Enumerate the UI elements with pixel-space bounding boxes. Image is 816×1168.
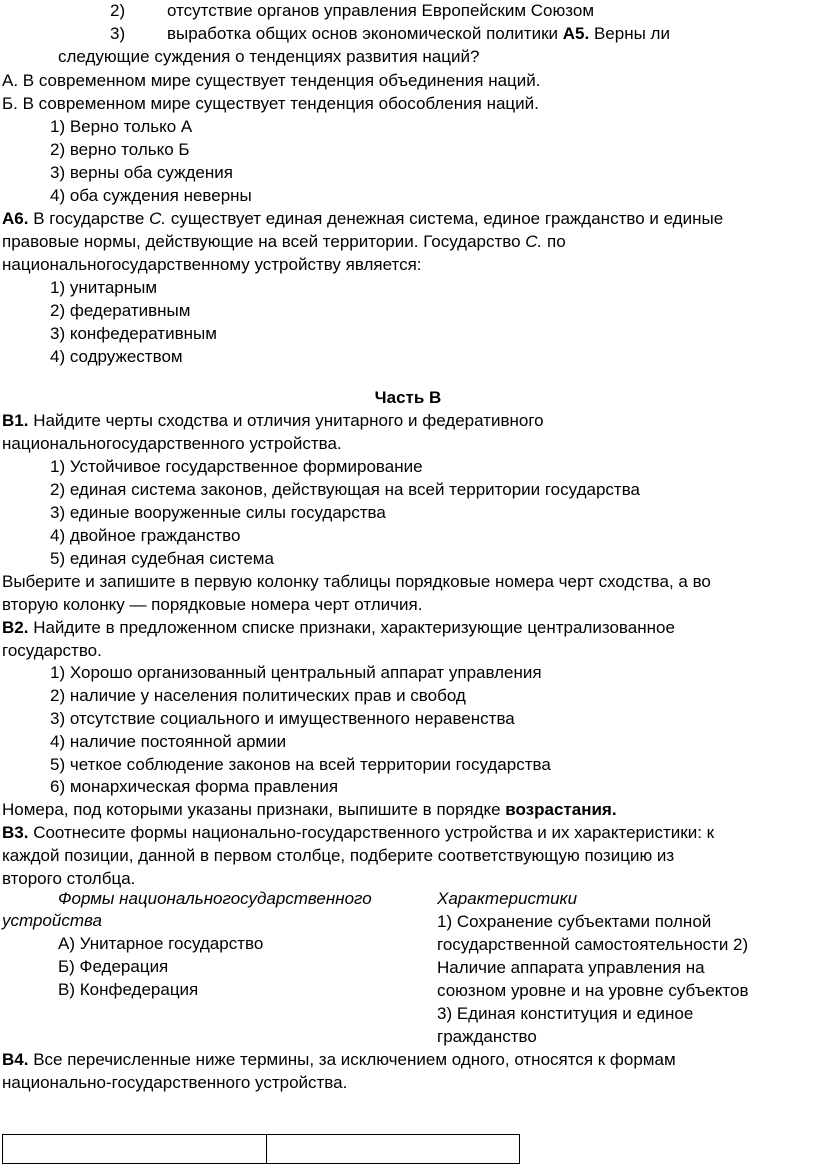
b3-left-header-line-1: Формы национальногосударственного [58, 889, 372, 908]
b2-instruction: Номера, под которыми указаны признаки, выпишите в порядке возрастания. [2, 800, 617, 819]
a5-option-4: 4) оба суждения неверны [50, 186, 252, 205]
b2-option-6: 6) монархическая форма правления [50, 777, 339, 796]
b2-option-5: 5) четкое соблюдение законов на всей территории государства [50, 755, 551, 774]
a5-statement-a: А. В современном мире существует тенденция объединения наций. [2, 71, 541, 90]
answer-table [2, 1134, 520, 1164]
a6-question-line-1: А6. В государстве С. существует единая денежная система, единое гражданство и единые [2, 209, 724, 228]
b1-question-line-2: национальногосударственного устройства. [2, 434, 342, 453]
a5-question: следующие суждения о тенденциях развития наций? [58, 47, 480, 66]
a6-option-4: 4) содружеством [50, 347, 183, 366]
part-b-heading: Часть В [374, 388, 442, 407]
b1-option-5: 5) единая судебная система [50, 549, 274, 568]
a6-question-line-3: национальногосударственному устройству является: [2, 255, 422, 274]
b2-option-1: 1) Хорошо организованный центральный аппарат управления [50, 663, 542, 682]
answer-cell-1[interactable] [3, 1135, 267, 1163]
b2-label: В2. [2, 618, 29, 637]
b3-right-header: Характеристики [437, 889, 578, 908]
b3-question-line-3: второго столбца. [2, 869, 136, 888]
b2-question-line-2: государство. [2, 641, 102, 660]
b2-option-2: 2) наличие у населения политических прав и свобод [50, 686, 466, 705]
b1-option-4: 4) двойное гражданство [50, 526, 241, 545]
b2-option-3: 3) отсутствие социального и имущественного неравенства [50, 709, 515, 728]
b2-option-4: 4) наличие постоянной армии [50, 732, 287, 751]
b3-label: В3. [2, 823, 29, 842]
b4-question-line-1: В4. Все перечисленные ниже термины, за исключением одного, относятся к формам [2, 1050, 676, 1069]
b4-label: В4. [2, 1050, 29, 1069]
b1-option-1: 1) Устойчивое государственное формирование [50, 457, 423, 476]
b3-left-item-c: В) Конфедерация [58, 980, 199, 999]
b3-right-line-1: 1) Сохранение субъектами полной [437, 912, 712, 931]
b3-right-line-4: союзном уровне и на уровне субъектов [437, 981, 749, 1000]
a5-label: А5. [562, 24, 590, 43]
a6-option-2: 2) федеративным [50, 301, 191, 320]
b1-question-line-1: В1. Найдите черты сходства и отличия унитарного и федеративного [2, 411, 544, 430]
b3-right-line-3: Наличие аппарата управления на [437, 958, 705, 977]
b3-question-line-1: В3. Соотнесите формы национально-государственного устройства и их характеристики: к [2, 823, 715, 842]
b1-instruction-line-2: вторую колонку — порядковые номера черт отличия. [2, 595, 423, 614]
a6-question-line-2: правовые нормы, действующие на всей территории. Государство С. по [2, 232, 566, 251]
a6-option-3: 3) конфедеративным [50, 324, 217, 343]
b3-left-header-line-2: устройства [2, 911, 102, 930]
b1-label: В1. [2, 411, 29, 430]
a5-option-2: 2) верно только Б [50, 140, 190, 159]
b1-option-2: 2) единая система законов, действующая на всей территории государства [50, 480, 640, 499]
b1-option-3: 3) единые вооруженные силы государства [50, 503, 386, 522]
answer-cell-2[interactable] [267, 1135, 519, 1163]
b3-left-item-a: А) Унитарное государство [58, 934, 264, 953]
a5-statement-b: Б. В современном мире существует тенденция обособления наций. [2, 94, 539, 113]
a5-option-3: 3) верны оба суждения [50, 163, 233, 182]
b3-question-line-2: каждой позиции, данной в первом столбце, подберите соответствующую позицию из [2, 846, 675, 865]
b3-left-item-b: Б) Федерация [58, 957, 169, 976]
b3-right-line-5: 3) Единая конституция и единое [437, 1004, 694, 1023]
a6-option-1: 1) унитарным [50, 278, 158, 297]
a4-option-3: 3) выработка общих основ экономической политики А5. Верны ли [110, 24, 670, 43]
b3-right-line-6: гражданство [437, 1027, 537, 1046]
b3-right-line-2: государственной самостоятельности 2) [437, 935, 749, 954]
a6-label: А6. [2, 209, 29, 228]
b2-question-line-1: В2. Найдите в предложенном списке признаки, характеризующие централизованное [2, 618, 675, 637]
b1-instruction-line-1: Выберите и запишите в первую колонку таблицы порядковые номера черт сходства, а во [2, 572, 711, 591]
a4-option-2: 2) отсутствие органов управления Европейским Союзом [110, 1, 595, 20]
b4-question-line-2: национально-государственного устройства. [2, 1073, 348, 1092]
a5-option-1: 1) Верно только А [50, 117, 193, 136]
